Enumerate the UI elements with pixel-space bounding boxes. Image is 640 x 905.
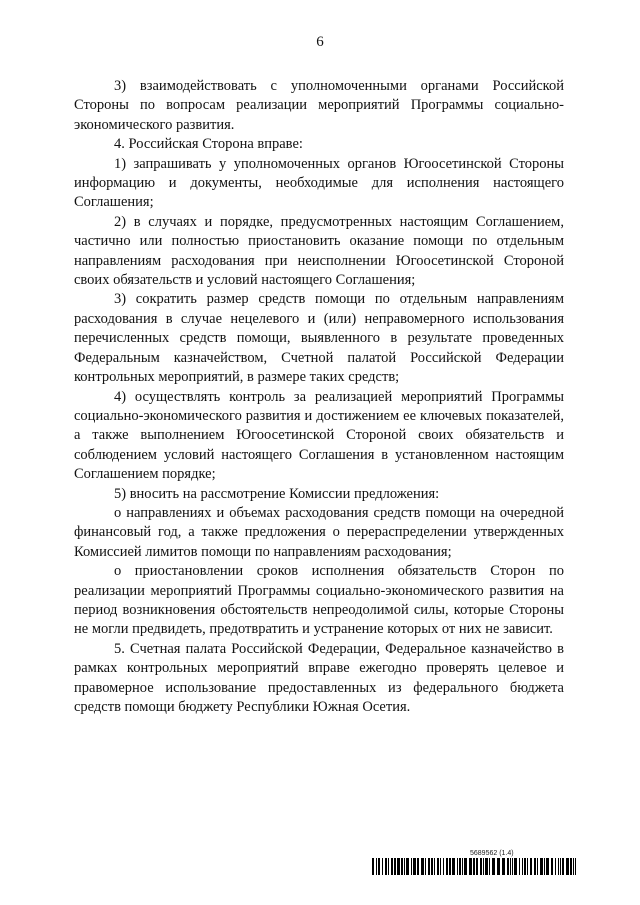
- paragraph: 1) запрашивать у уполномоченных органов Югоосетинской Стороны информацию и документы, необходимые для исполнения настоящего Соглашения;: [74, 155, 564, 211]
- barcode-bar: [507, 858, 509, 875]
- barcode-bar: [376, 858, 377, 875]
- barcode-bar: [394, 858, 396, 875]
- paragraph: о направлениях и объемах расходования средств помощи на очередной финансовый год, а также предложения о перераспределении утвержденных Комиссией лимитов помощи по направлениям расходования;: [74, 504, 564, 560]
- document-body: [74, 77, 564, 717]
- barcode-bar: [514, 858, 517, 875]
- barcode-bar: [522, 858, 523, 875]
- barcode-bar: [443, 858, 444, 875]
- barcode-bar: [401, 858, 403, 875]
- barcode-bar: [485, 858, 488, 875]
- barcode-bar: [404, 858, 405, 875]
- paragraph: 5. Счетная палата Российской Федерации, Федеральное казначейство в рамках контрольных мероприятий вправе ежегодно проверять целевое и правомерное использование предоставленных из федерального бюджета средств помощи бюджету Республики Южная Осетия.: [74, 640, 564, 715]
- paragraph: о приостановлении сроков исполнения обязательств Сторон по реализации мероприятий Программы социально-экономического развития на период возникновения обстоятельств непреодолимой силы, которые Стороны не могли предвидеть, предотвратить и устранение которых от них не зависит.: [74, 563, 564, 638]
- barcode-bar: [388, 858, 389, 875]
- barcode-bar: [431, 858, 433, 875]
- barcode-bar: [510, 858, 511, 875]
- barcode-bar: [462, 858, 463, 875]
- barcode-bar: [530, 858, 532, 875]
- barcode-bar: [406, 858, 409, 875]
- barcode-bar: [480, 858, 482, 875]
- paragraph: 3) взаимодействовать с уполномоченными органами Российской Стороны по вопросам реализации мероприятий Программы социально-экономического развития.: [74, 78, 564, 133]
- barcode-bar: [562, 858, 564, 875]
- barcode-bar: [382, 858, 383, 875]
- barcode-bar: [512, 858, 513, 875]
- barcode-bar: [469, 858, 472, 875]
- barcode-bar: [446, 858, 448, 875]
- barcode-bar: [524, 858, 526, 875]
- barcode-bar: [372, 858, 374, 875]
- barcode-bar: [391, 858, 393, 875]
- barcode-bar: [489, 858, 490, 875]
- barcode-bar: [452, 858, 455, 875]
- paragraph: 5) вносить на рассмотрение Комиссии предложения:: [114, 485, 440, 502]
- barcode-bar: [560, 858, 561, 875]
- barcode-bar: [437, 858, 439, 875]
- barcode-bar: [537, 858, 538, 875]
- barcode-bar: [425, 858, 426, 875]
- barcode-bar: [483, 858, 484, 875]
- paragraph: 3) сократить размер средств помощи по отдельным направлениям расходования в случае нецелевого и (или) неправомерного использования перечисленных средств помощи, выявленного в результате проведенных Федеральным казначейством, Счетной палатой Российской Федерации контрольных мероприятий, в размере таких средств;: [74, 291, 564, 386]
- barcode-bar: [570, 858, 572, 875]
- paragraph: 4. Российская Сторона вправе:: [114, 136, 303, 153]
- barcode-bar: [428, 858, 430, 875]
- barcode-bar: [378, 858, 380, 875]
- barcode-bar: [527, 858, 528, 875]
- barcode-bar: [385, 858, 387, 875]
- barcode-bar: [502, 858, 505, 875]
- barcode-bar: [464, 858, 467, 875]
- barcode-bar: [492, 858, 495, 875]
- barcode-bar: [476, 858, 478, 875]
- barcode-bar: [449, 858, 451, 875]
- barcode-bar: [457, 858, 458, 875]
- barcode-bar: [440, 858, 441, 875]
- barcode-bar: [544, 858, 545, 875]
- barcode-bar: [411, 858, 412, 875]
- barcode-bar: [434, 858, 435, 875]
- barcode-bar: [558, 858, 559, 875]
- barcode-bar: [573, 858, 574, 875]
- barcode-bar: [551, 858, 553, 875]
- barcode-bar: [497, 858, 500, 875]
- barcode-bar: [555, 858, 556, 875]
- barcode-bar: [421, 858, 424, 875]
- barcode-bar: [397, 858, 400, 875]
- barcode-bar: [575, 858, 576, 875]
- barcode-bar: [566, 858, 569, 875]
- barcode-bar: [546, 858, 549, 875]
- barcode-icon: [372, 858, 576, 875]
- barcode-bar: [519, 858, 520, 875]
- paragraph: 4) осуществлять контроль за реализацией мероприятий Программы социально-экономического развития и достижением ее ключевых показателей, а также выполнением Югоосетинской Стороной своих обязательств и соблюдением условий настоящего Соглашения в установленном настоящим Соглашением порядке;: [74, 388, 564, 483]
- barcode-bar: [413, 858, 416, 875]
- barcode-bar: [473, 858, 475, 875]
- barcode-bar: [459, 858, 461, 875]
- document-id: 5689562 (1.4): [470, 850, 514, 857]
- paragraph: 2) в случаях и порядке, предусмотренных настоящим Соглашением, частично или полностью приостановить оказание помощи по отдельным направлениям расходования при неисполнении Югоосетинской Стороной своих обязательств и условий настоящего Соглашения;: [74, 213, 564, 289]
- barcode-bar: [540, 858, 543, 875]
- barcode-bar: [417, 858, 419, 875]
- barcode-bar: [534, 858, 536, 875]
- page-number: 6: [316, 34, 324, 50]
